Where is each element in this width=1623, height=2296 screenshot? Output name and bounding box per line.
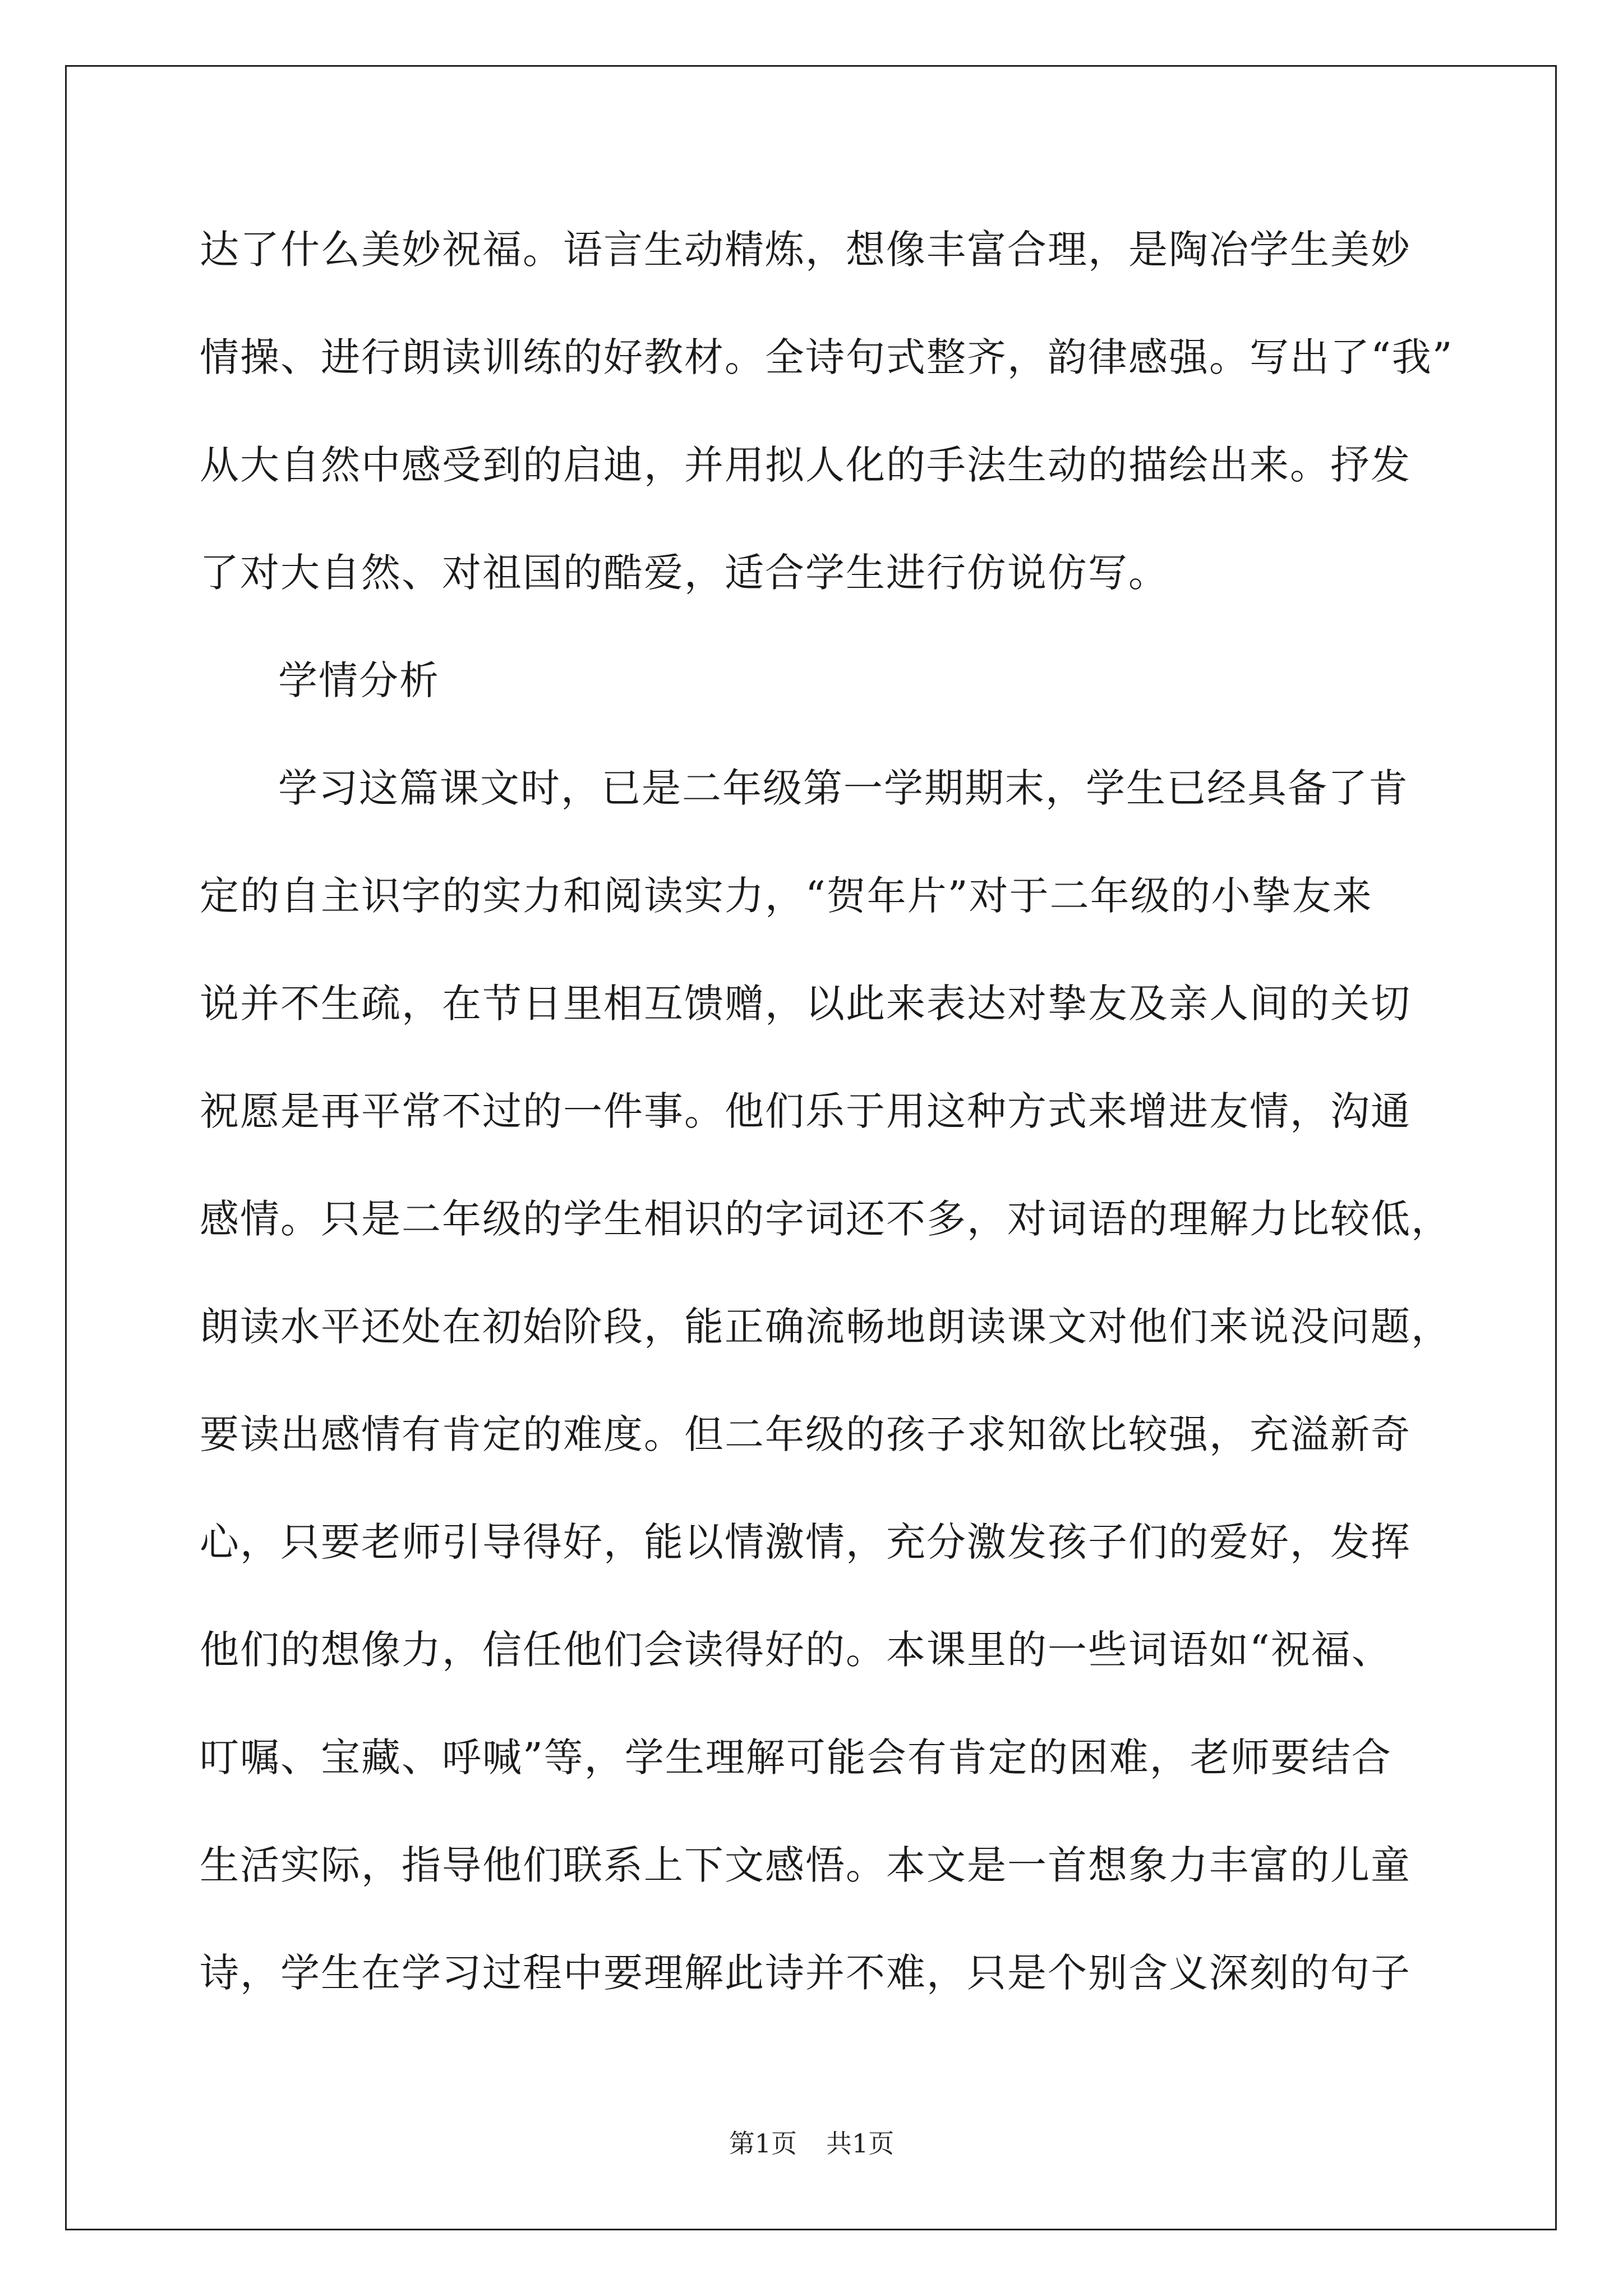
text-line: 情操、进行朗读训练的好教材。全诗句式整齐，韵律感强。写出了“我” (200, 334, 1454, 380)
text-line: 学习这篇课文时，已是二年级第一学期期末，学生已经具备了肯 (278, 765, 1409, 811)
text-line: 了对大自然、对祖国的酷爱，适合学生进行仿说仿写。 (200, 550, 1169, 596)
text-line: 要读出感情有肯定的难度。但二年级的孩子求知欲比较强，充溢新奇 (200, 1411, 1411, 1457)
text-line: 心，只要老师引导得好，能以情激情，充分激发孩子们的爱好，发挥 (200, 1519, 1411, 1565)
page-number: 第1页 (728, 2128, 797, 2159)
text-line: 生活实际，指导他们联系上下文感悟。本文是一首想象力丰富的儿童 (200, 1842, 1411, 1888)
section-heading: 学情分析 (278, 657, 440, 703)
page-footer (0, 2123, 1623, 2160)
text-line: 感情。只是二年级的学生相识的字词还不多，对词语的理解力比较低， (200, 1196, 1451, 1242)
text-line: 叮嘱、宝藏、呼喊”等，学生理解可能会有肯定的困难，老师要结合 (200, 1734, 1392, 1780)
text-line: 达了什么美妙祝福。语言生动精炼，想像丰富合理，是陶冶学生美妙 (200, 227, 1411, 273)
text-line: 祝愿是再平常不过的一件事。他们乐于用这种方式来增进友情，沟通 (200, 1088, 1411, 1134)
page-total: 共1页 (826, 2128, 895, 2159)
text-line: 从大自然中感受到的启迪，并用拟人化的手法生动的描绘出来。抒发 (200, 442, 1411, 488)
text-line: 诗，学生在学习过程中要理解此诗并不难，只是个别含义深刻的句子 (200, 1950, 1411, 1996)
text-line: 他们的想像力，信任他们会读得好的。本课里的一些词语如“祝福、 (200, 1627, 1392, 1673)
text-line: 说并不生疏，在节日里相互馈赠，以此来表达对挚友及亲人间的关切 (200, 981, 1411, 1027)
text-line: 朗读水平还处在初始阶段，能正确流畅地朗读课文对他们来说没问题， (200, 1304, 1451, 1350)
document-body (200, 213, 1454, 2044)
text-line: 定的自主识字的实力和阅读实力，“贺年片”对于二年级的小挚友来 (200, 873, 1373, 919)
